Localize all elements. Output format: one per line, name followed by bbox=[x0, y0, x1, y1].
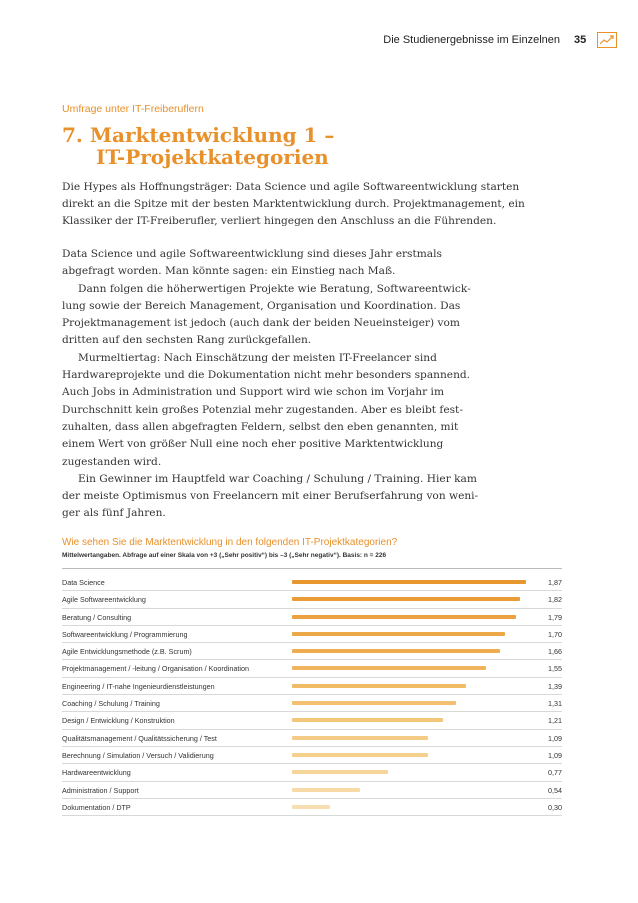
bar bbox=[292, 701, 456, 705]
category-label: Softwareentwicklung / Programmierung bbox=[62, 629, 188, 639]
chart-subtitle: Mittelwertangaben. Abfrage auf einer Skala von +3 („Sehr positiv“) bis –3 („Sehr negativ“). Basis: n = 226 bbox=[62, 552, 387, 559]
chart-row bbox=[62, 643, 562, 660]
bar-track bbox=[292, 666, 542, 670]
category-label: Design / Entwicklung / Konstruktion bbox=[62, 716, 175, 726]
chart-row bbox=[62, 609, 562, 626]
value-label: 1,79 bbox=[548, 612, 562, 622]
bar bbox=[292, 805, 330, 809]
chart-row bbox=[62, 660, 562, 677]
chart-row bbox=[62, 730, 562, 747]
title-line-2: IT-Projektkategorien bbox=[96, 145, 329, 169]
bar-track bbox=[292, 649, 542, 653]
bar-track bbox=[292, 597, 542, 601]
title-line-1: 7. Marktentwicklung 1 – bbox=[62, 123, 335, 147]
section-kicker: Umfrage unter IT-Freiberuflern bbox=[62, 103, 204, 115]
bar-track bbox=[292, 684, 542, 688]
chart-row bbox=[62, 591, 562, 608]
bar-track bbox=[292, 632, 542, 636]
value-label: 1,39 bbox=[548, 681, 562, 691]
chart-row bbox=[62, 782, 562, 799]
chart-row bbox=[62, 695, 562, 712]
category-label: Agile Softwareentwicklung bbox=[62, 595, 146, 605]
category-label: Projektmanagement / -leitung / Organisation / Koordination bbox=[62, 664, 249, 674]
page-number: 35 bbox=[574, 34, 587, 46]
bar-track bbox=[292, 718, 542, 722]
category-label: Coaching / Schulung / Training bbox=[62, 699, 160, 709]
bar bbox=[292, 770, 388, 774]
header-title: Die Studienergebnisse im Einzelnen bbox=[383, 34, 560, 46]
bar-track bbox=[292, 770, 542, 774]
chart-title: Wie sehen Sie die Marktentwicklung in den folgenden IT-Projektkategorien? bbox=[62, 537, 398, 548]
bar bbox=[292, 753, 428, 757]
body-paragraph: Murmeltiertag: Nach Einschätzung der meisten IT-Freelancer sind Hardwareprojekte und die Dokumentation nicht mehr besonders spannend. Auch Jobs in Administration und Support wird wie schon im Vorjahr im Durchschnitt kein großes Potenzial mehr zugestanden. Aber es bleibt fest-zuhalten, dass allen abgefragten Feldern, selbst den eben genannten, mit einem Wert von größer Null eine noch eher positive Marktentwicklung zugestanden wird. bbox=[62, 351, 471, 468]
category-label: Qualitätsmanagement / Qualitätssicherung / Test bbox=[62, 733, 217, 743]
bar-track bbox=[292, 805, 542, 809]
chart-top-rule bbox=[62, 568, 562, 569]
bar bbox=[292, 684, 466, 688]
bar-track bbox=[292, 736, 542, 740]
bar bbox=[292, 597, 520, 601]
line-chart-icon bbox=[597, 32, 617, 48]
category-label: Data Science bbox=[62, 578, 105, 587]
bar-track bbox=[292, 788, 542, 792]
body-paragraph: Ein Gewinner im Hauptfeld war Coaching / Schulung / Training. Hier kam der meiste Optimismus von Freelancern mit einer Berufserfahrung von weni-ger als fünf Jahren. bbox=[62, 472, 479, 520]
category-label: Hardwareentwicklung bbox=[62, 768, 131, 778]
body-paragraph: Data Science und agile Softwareentwicklung sind dieses Jahr erstmals abgefragt worden. Man könnte sagen: ein Einstieg nach Maß. bbox=[62, 248, 442, 278]
intro-paragraph: Die Hypes als Hoffnungsträger: Data Science und agile Softwareentwicklung starten direkt an die Spitze mit der besten Marktentwicklung durch. Projektmanagement, ein Klassiker der IT-Freiberufler, verliert hingegen den Anschluss an die Führenden. bbox=[62, 181, 525, 228]
category-label: Engineering / IT-nahe Ingenieurdienstleistungen bbox=[62, 681, 215, 691]
value-label: 0,54 bbox=[548, 785, 562, 795]
category-label: Administration / Support bbox=[62, 785, 139, 795]
category-label: Beratung / Consulting bbox=[62, 612, 132, 622]
bar-chart bbox=[62, 574, 562, 816]
bar bbox=[292, 788, 360, 792]
value-label: 0,30 bbox=[548, 802, 562, 812]
chart-row bbox=[62, 799, 562, 816]
bar bbox=[292, 615, 516, 619]
chart-row bbox=[62, 712, 562, 729]
chart-row bbox=[62, 574, 562, 591]
page-title bbox=[62, 124, 334, 168]
value-label: 1,31 bbox=[548, 699, 562, 709]
bar-track bbox=[292, 701, 542, 705]
page-header bbox=[0, 32, 638, 50]
value-label: 1,21 bbox=[548, 716, 562, 726]
bar-track bbox=[292, 580, 542, 584]
body-paragraph: Dann folgen die höherwertigen Projekte wie Beratung, Softwareentwick-lung sowie der Bereich Management, Organisation und Koordination. Das Projektmanagement ist jedoch (auch dank der beiden Neueinsteiger) vom dritten auf den sechsten Rang zurückgefallen. bbox=[62, 282, 471, 347]
category-label: Agile Entwicklungsmethode (z.B. Scrum) bbox=[62, 647, 192, 657]
value-label: 1,09 bbox=[548, 750, 562, 760]
value-label: 1,82 bbox=[548, 595, 562, 605]
bar bbox=[292, 649, 500, 653]
category-label: Berechnung / Simulation / Versuch / Validierung bbox=[62, 750, 214, 760]
bar bbox=[292, 580, 526, 584]
bar-track bbox=[292, 615, 542, 619]
bar bbox=[292, 718, 443, 722]
bar-track bbox=[292, 753, 542, 757]
value-label: 1,87 bbox=[548, 578, 562, 587]
chart-row bbox=[62, 747, 562, 764]
value-label: 1,70 bbox=[548, 629, 562, 639]
bar bbox=[292, 736, 428, 740]
category-label: Dokumentation / DTP bbox=[62, 802, 131, 812]
chart-row bbox=[62, 764, 562, 781]
chart-row bbox=[62, 678, 562, 695]
bar bbox=[292, 632, 505, 636]
bar bbox=[292, 666, 486, 670]
value-label: 0,77 bbox=[548, 768, 562, 778]
body-text bbox=[62, 246, 482, 523]
value-label: 1,09 bbox=[548, 733, 562, 743]
value-label: 1,66 bbox=[548, 647, 562, 657]
value-label: 1,55 bbox=[548, 664, 562, 674]
chart-row bbox=[62, 626, 562, 643]
